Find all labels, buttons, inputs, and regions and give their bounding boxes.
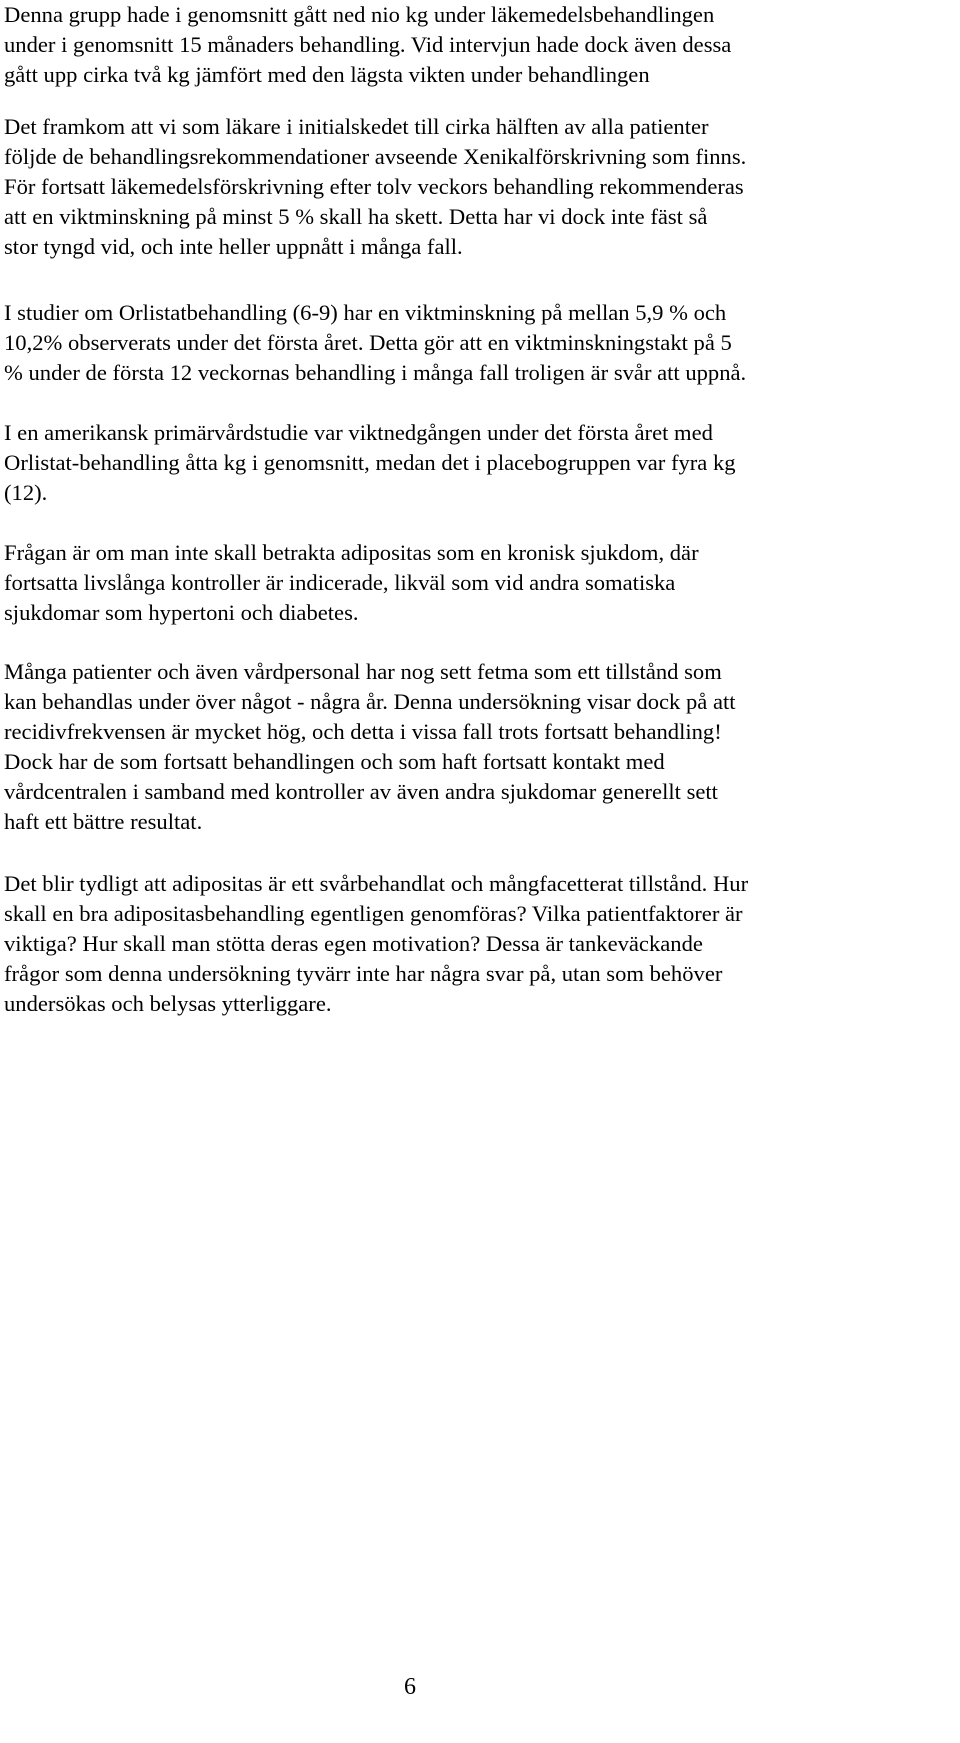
text-line: Dock har de som fortsatt behandlingen och som haft fortsatt kontakt med: [4, 749, 665, 774]
text-line: Orlistat-behandling åtta kg i genomsnitt, medan det i placebogruppen var fyra kg: [4, 450, 736, 475]
text-line: att en viktminskning på minst 5 % skall ha skett. Detta har vi dock inte fäst så: [4, 204, 708, 229]
text-line: 10,2% observerats under det första året. Detta gör att en viktminskningstakt på 5: [4, 330, 732, 355]
text-line: % under de första 12 veckornas behandling i många fall troligen är svår att uppnå.: [4, 360, 747, 385]
text-line: skall en bra adipositasbehandling egentligen genomföras? Vilka patientfaktorer är: [4, 901, 743, 926]
text-line: kan behandlas under över något - några år. Denna undersökning visar dock på att: [4, 689, 736, 714]
text-line: Det blir tydligt att adipositas är ett svårbehandlat och mångfacetterat tillstånd. Hur: [4, 871, 749, 896]
text-line: I studier om Orlistatbehandling (6-9) har en viktminskning på mellan 5,9 % och: [4, 300, 727, 325]
paragraph-5: [4, 538, 699, 628]
text-line: recidivfrekvensen är mycket hög, och detta i vissa fall trots fortsatt behandling!: [4, 719, 722, 744]
text-line: I en amerikansk primärvårdstudie var viktnedgången under det första året med: [4, 420, 713, 445]
text-line: (12).: [4, 480, 48, 505]
text-line: Det framkom att vi som läkare i initialskedet till cirka hälften av alla patienter: [4, 114, 709, 139]
text-line: gått upp cirka två kg jämfört med den lägsta vikten under behandlingen: [4, 62, 650, 87]
text-line: undersökas och belysas ytterliggare.: [4, 991, 332, 1016]
text-line: under i genomsnitt 15 månaders behandling. Vid intervjun hade dock även dessa: [4, 32, 732, 57]
text-line: Frågan är om man inte skall betrakta adipositas som en kronisk sjukdom, där: [4, 540, 699, 565]
text-line: frågor som denna undersökning tyvärr inte har några svar på, utan som behöver: [4, 961, 723, 986]
paragraph-2: [4, 112, 746, 262]
text-line: stor tyngd vid, och inte heller uppnått i många fall.: [4, 234, 463, 259]
text-line: följde de behandlingsrekommendationer avseende Xenikalförskrivning som finns.: [4, 144, 747, 169]
paragraph-3: [4, 298, 746, 388]
paragraph-1: [4, 0, 731, 90]
text-line: Denna grupp hade i genomsnitt gått ned nio kg under läkemedelsbehandlingen: [4, 2, 715, 27]
text-line: haft ett bättre resultat.: [4, 809, 203, 834]
text-line: Många patienter och även vårdpersonal har nog sett fetma som ett tillstånd som: [4, 659, 722, 684]
text-line: fortsatta livslånga kontroller är indicerade, likväl som vid andra somatiska: [4, 570, 676, 595]
paragraph-4: [4, 418, 736, 508]
text-line: För fortsatt läkemedelsförskrivning efter tolv veckors behandling rekommenderas: [4, 174, 744, 199]
paragraph-7: [4, 869, 748, 1019]
text-line: sjukdomar som hypertoni och diabetes.: [4, 600, 359, 625]
paragraph-6: [4, 657, 736, 837]
text-line: vårdcentralen i samband med kontroller av även andra sjukdomar generellt sett: [4, 779, 718, 804]
page-number: 6: [404, 1674, 416, 1700]
text-line: viktiga? Hur skall man stötta deras egen motivation? Dessa är tankeväckande: [4, 931, 703, 956]
